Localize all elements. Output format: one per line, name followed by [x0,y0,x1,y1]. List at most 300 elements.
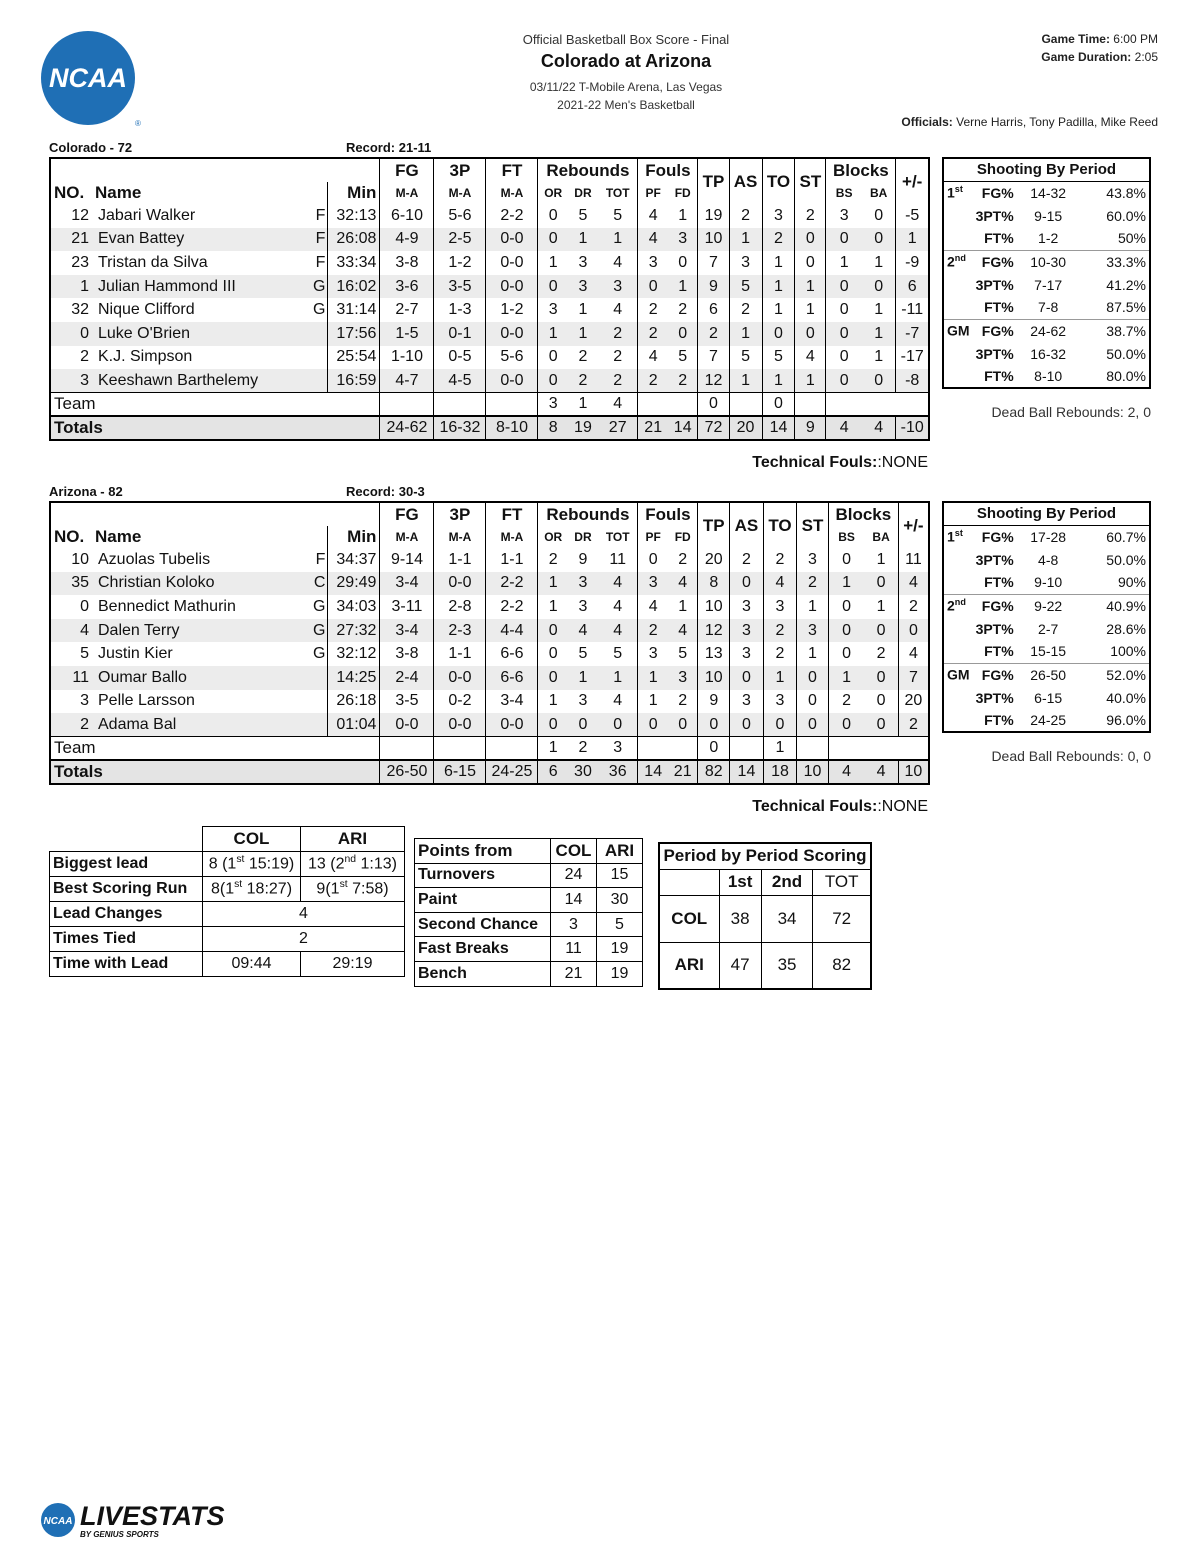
total-header: TOT [813,869,871,895]
player-row [50,548,929,572]
player-tp3: 2-3 [434,619,486,643]
player-number: 0 [80,324,89,342]
player-number: 35 [71,574,89,592]
player-tp3: 2-5 [434,228,486,252]
player-pf: 4 [638,204,668,228]
col-tot: TOT [605,530,630,544]
player-fd: 2 [678,692,688,710]
player-ft: 6-6 [486,642,538,666]
biggest-lead-label: Biggest lead [50,852,203,877]
player-fd: 3 [678,230,688,248]
player-or: 0 [538,642,568,666]
player-number: 32 [71,301,89,319]
team-or: 1 [538,737,568,761]
total-st: 9 [795,416,826,440]
player-st: 0 [797,713,829,737]
player-position: F [315,206,326,224]
col-pf: PF [638,526,668,548]
points-from-col: 14 [551,888,597,913]
game-notes-table [49,826,405,977]
svg-text:®: ® [135,119,141,128]
player-fd: 1 [678,597,688,615]
player-position: G [313,621,326,639]
col-ma: M-A [434,526,486,548]
col-fd: FD [674,186,691,200]
player-name: Bennedict Mathurin [98,597,236,615]
player-as: 1 [729,369,762,393]
col-dr: DR [574,530,592,544]
player-fd: 0 [678,253,688,271]
player-to: 1 [763,666,796,690]
player-pm: 4 [898,572,929,596]
player-bs: 0 [826,322,862,346]
totals-row [50,416,929,440]
season: 2021-22 Men's Basketball [557,98,695,112]
shooting-made-attempted: 2-7 [1038,620,1059,637]
player-tp3: 1-1 [434,548,486,572]
shooting-period [943,571,973,594]
period-1-header: 1st [719,869,761,895]
period-1-score: 47 [719,942,761,989]
team-row [50,737,929,761]
player-fg: 4-7 [380,369,434,393]
player-position [310,713,328,737]
shooting-row [943,548,1150,571]
team-record: Record: 30-3 [346,484,425,499]
col-st: ST [795,158,826,204]
col-ma: M-A [486,526,538,548]
player-position: C [313,574,326,592]
shooting-period [943,204,973,227]
points-from-label: Bench [415,961,551,986]
points-from-ari-header: ARI [597,839,643,864]
shooting-period: 1st [947,528,963,546]
player-position [310,666,328,690]
shooting-made-attempted: 8-10 [1034,368,1063,384]
player-tp3: 0-0 [434,572,486,596]
ncaa-logo [40,30,140,128]
player-pf: 3 [638,251,668,275]
lead-changes-value: 4 [203,902,405,927]
player-pm: -7 [896,322,929,346]
player-row [50,619,929,643]
shooting-made-attempted: 7-17 [1034,276,1063,293]
player-pf: 2 [638,298,668,322]
shooting-stat: FT% [984,574,1014,591]
total-score: 82 [813,942,871,989]
player-pm: -9 [896,251,929,275]
player-ft: 2-2 [486,595,538,619]
player-position [310,690,328,714]
player-number: 3 [80,692,89,710]
player-pm: 6 [896,275,929,299]
player-bs: 1 [828,666,864,690]
player-fg: 3-6 [380,275,434,299]
period-scoring-table [658,842,872,990]
totals-row [50,760,929,784]
col-bs: BS [828,526,864,548]
player-fg: 1-5 [380,322,434,346]
total-bs: 4 [828,760,864,784]
team-to: 0 [762,393,795,417]
player-st: 1 [797,642,829,666]
best-run-col: 8(1st 18:27) [203,877,301,902]
player-pf: 1 [638,666,668,690]
player-tp3: 5-6 [434,204,486,228]
shooting-row [943,365,1150,388]
col-no: NO. [54,527,85,546]
player-position: F [315,230,326,248]
player-ft: 1-2 [486,298,538,322]
player-pm: 1 [896,228,929,252]
player-minutes: 25:54 [328,346,380,370]
player-minutes: 01:04 [328,713,380,737]
livestats-byline: BY GENIUS SPORTS [80,1530,159,1539]
player-name: Pelle Larsson [98,692,195,710]
player-or: 2 [538,548,568,572]
player-st: 1 [797,595,829,619]
player-st: 0 [797,690,829,714]
shooting-stat: 3PT% [975,620,1014,637]
player-ft: 0-0 [486,713,538,737]
shooting-row [943,342,1150,365]
player-fd: 5 [678,645,688,663]
livestats-badge-text: NCAA [43,1516,73,1527]
player-tot: 4 [613,574,623,592]
col-no: NO. [54,183,85,202]
player-as: 3 [730,595,764,619]
points-from-col: 21 [551,961,597,986]
player-ft: 5-6 [486,346,538,370]
points-from-ari: 5 [597,912,643,937]
total-pf: 14 [638,760,668,784]
team-record: Record: 21-11 [346,140,432,155]
player-pf: 2 [638,369,668,393]
col-ba: BA [869,186,888,200]
player-bs: 0 [828,642,864,666]
shooting-made-attempted: 9-22 [1017,594,1080,617]
player-minutes: 26:08 [328,228,380,252]
player-tp3: 0-0 [434,713,486,737]
shooting-period: 1st [947,184,963,202]
player-dr: 5 [578,206,588,224]
player-as: 0 [730,666,764,690]
player-pf: 4 [638,346,668,370]
time-with-lead-ari: 29:19 [301,952,405,977]
player-st: 2 [795,204,826,228]
col-dr: DR [574,186,592,200]
player-or: 1 [538,690,568,714]
player-to: 1 [762,251,795,275]
player-tp3: 0-1 [434,322,486,346]
total-fg: 26-50 [380,760,434,784]
shooting-period [943,227,973,250]
team-tp: 0 [698,393,729,417]
player-pf: 0 [638,548,668,572]
time-with-lead-label: Time with Lead [50,952,203,977]
points-from-ari: 15 [597,863,643,888]
total-ft: 8-10 [486,416,538,440]
player-st: 1 [795,275,826,299]
player-ft: 1-1 [486,548,538,572]
shooting-made-attempted: 10-30 [1017,250,1080,273]
player-number: 21 [71,230,89,248]
player-fg: 3-8 [380,642,434,666]
col-3p: 3P [434,158,486,182]
times-tied-label: Times Tied [50,927,203,952]
player-position: G [313,597,326,615]
total-st: 10 [797,760,829,784]
team-dr: 1 [568,393,598,417]
player-minutes: 26:18 [328,690,380,714]
shooting-pct: 90% [1117,574,1146,591]
shooting-row [943,709,1150,732]
team-tot: 4 [598,393,638,417]
shooting-made-attempted: 7-8 [1038,299,1059,316]
player-bs: 2 [828,690,864,714]
player-minutes: 33:34 [328,251,380,275]
player-tp3: 4-5 [434,369,486,393]
col-fouls: Fouls [638,158,698,182]
player-minutes: 32:13 [328,204,380,228]
player-name: Justin Kier [98,645,173,663]
shooting-made-attempted: 9-15 [1034,207,1063,224]
player-as: 1 [729,228,762,252]
player-dr: 3 [578,597,588,615]
shooting-by-period [942,157,1151,389]
shooting-pct: 96.0% [1106,712,1146,728]
shooting-stat: FG% [973,319,1017,342]
shooting-pct: 100% [1110,643,1146,660]
player-ft: 0-0 [486,251,538,275]
player-position: F [315,550,326,568]
team-heading: Arizona - 82 [49,484,123,499]
shooting-pct: 41.2% [1106,276,1146,293]
shooting-period [943,686,973,709]
player-st: 1 [795,369,826,393]
player-fd: 1 [678,206,688,224]
player-bs: 0 [828,713,864,737]
player-minutes: 34:03 [328,595,380,619]
player-st: 0 [795,228,826,252]
player-bs: 0 [826,346,862,370]
shooting-made-attempted: 16-32 [1030,345,1067,362]
player-number: 5 [80,645,89,663]
player-fd: 2 [678,371,688,389]
player-to: 3 [762,204,795,228]
player-number: 1 [80,277,89,295]
biggest-lead-col: 8 (1st 15:19) [203,852,301,877]
col-fg: FG [380,158,434,182]
player-number: 10 [71,550,89,568]
player-row [50,572,929,596]
player-fd: 1 [678,277,688,295]
player-dr: 2 [578,348,588,366]
game-duration-label: Game Duration: [1041,50,1132,64]
player-name: Dalen Terry [98,621,180,639]
player-tot: 4 [613,621,623,639]
shooting-title: Shooting By Period [943,502,1150,525]
total-dr: 30 [568,760,598,784]
shooting-period [943,296,973,319]
player-fg: 2-4 [380,666,434,690]
player-as: 3 [729,251,762,275]
shooting-made-attempted: 26-50 [1017,663,1080,686]
shooting-pct: 40.0% [1106,689,1146,706]
player-fd: 4 [678,574,688,592]
team-or: 3 [538,393,568,417]
points-from-label: Second Chance [415,912,551,937]
player-tot: 1 [613,230,623,248]
player-position [310,346,328,370]
player-row [50,251,929,275]
player-fg: 2-7 [380,298,434,322]
shooting-stat: FT% [984,712,1014,728]
player-pf: 3 [638,642,668,666]
total-ba: 4 [862,416,896,440]
player-pf: 0 [638,713,668,737]
player-as: 3 [730,642,764,666]
shooting-period: 2nd [943,594,973,617]
player-pm: 11 [898,548,929,572]
points-from-label: Turnovers [415,863,551,888]
player-fd: 5 [678,348,688,366]
col-rebounds: Rebounds [538,158,638,182]
player-fg: 6-10 [380,204,434,228]
shooting-row [943,525,1150,548]
player-or: 1 [538,251,568,275]
shooting-period [943,342,973,365]
player-tp: 12 [698,619,730,643]
col-or: OR [538,182,568,204]
shooting-made-attempted: 24-25 [1030,712,1067,728]
col-ft: FT [486,502,538,526]
player-tot: 5 [613,206,623,224]
points-from-table [414,838,643,987]
player-tot: 0 [613,715,623,733]
shooting-row [943,571,1150,594]
col-ma: M-A [380,526,434,548]
shooting-row [943,250,1150,273]
period-team: COL [659,895,719,942]
player-tp: 10 [698,666,730,690]
player-row [50,228,929,252]
shooting-made-attempted: 4-8 [1038,551,1059,568]
player-tp: 7 [698,346,729,370]
player-dr: 3 [578,253,588,271]
shooting-period [943,273,973,296]
player-tot: 5 [613,645,623,663]
col-bs: BS [826,182,862,204]
player-as: 2 [729,298,762,322]
shooting-row [943,181,1150,204]
shooting-period [943,548,973,571]
total-pf: 21 [638,416,668,440]
shooting-stat: 3PT% [975,551,1014,568]
shooting-row [943,204,1150,227]
player-ba: 2 [876,645,886,663]
player-ba: 0 [876,621,886,639]
player-dr: 5 [578,645,588,663]
player-position: G [313,277,326,295]
player-fg: 4-9 [380,228,434,252]
col-fouls: Fouls [638,502,698,526]
period-2-score: 35 [761,942,813,989]
player-to: 2 [762,228,795,252]
player-ft: 3-4 [486,690,538,714]
player-to: 1 [762,275,795,299]
player-ba: 0 [874,230,884,248]
points-from-col: 11 [551,937,597,962]
col-plus-minus: +/- [896,158,929,204]
shooting-row [943,319,1150,342]
biggest-lead-ari: 13 (2nd 1:13) [301,852,405,877]
player-number: 12 [71,206,89,224]
total-to: 14 [762,416,795,440]
player-position: G [313,645,326,663]
date-venue: 03/11/22 T-Mobile Arena, Las Vegas [529,80,723,94]
box-score-table [49,157,930,441]
livestats-text: LIVESTATS [80,1501,225,1531]
player-fg: 9-14 [380,548,434,572]
shooting-row [943,663,1150,686]
player-minutes: 34:37 [328,548,380,572]
total-tot: 36 [598,760,638,784]
player-bs: 0 [826,369,862,393]
player-tp: 9 [698,690,730,714]
game-time: 6:00 PM [1113,32,1158,46]
player-ba: 0 [874,206,884,224]
col-min: Min [328,182,380,204]
total-ft: 24-25 [486,760,538,784]
player-pf: 4 [638,228,668,252]
total-fg: 24-62 [380,416,434,440]
col-plus-minus: +/- [898,502,929,548]
player-position [310,369,328,393]
team-dr: 2 [568,737,598,761]
player-name: Nique Clifford [98,301,195,319]
team-row [50,393,929,417]
period-2-header: 2nd [761,869,813,895]
player-st: 4 [795,346,826,370]
player-or: 0 [538,666,568,690]
player-st: 0 [795,251,826,275]
player-row [50,369,929,393]
player-or: 0 [538,275,568,299]
player-number: 3 [80,371,89,389]
player-pf: 2 [638,619,668,643]
player-tot: 2 [613,348,623,366]
player-pm: -11 [896,298,929,322]
player-bs: 3 [826,204,862,228]
col-name: Name [95,183,142,202]
col-fg: FG [380,502,434,526]
player-row [50,642,929,666]
player-dr: 4 [578,621,588,639]
player-tp: 8 [698,572,730,596]
ari-header: ARI [301,827,405,852]
shooting-pct: 28.6% [1106,620,1146,637]
player-row [50,204,929,228]
team-to: 1 [763,737,796,761]
player-number: 23 [71,253,89,271]
player-ft: 0-0 [486,228,538,252]
shooting-period: 2nd [943,250,973,273]
player-tot: 3 [613,277,623,295]
team-heading: Colorado - 72 [49,140,133,155]
technical-fouls: Technical Fouls::NONE [752,798,928,815]
player-pm: 2 [898,713,929,737]
